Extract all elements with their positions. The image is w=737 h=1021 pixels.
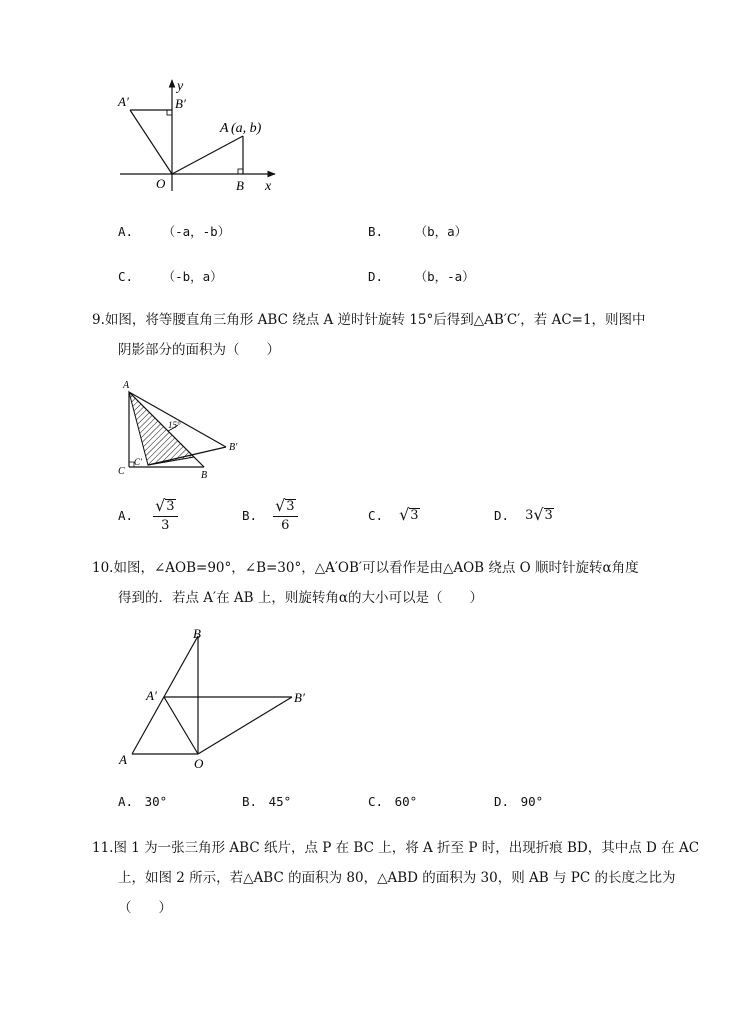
right-angle-mark-B: [238, 169, 243, 174]
denominator: 3: [161, 518, 170, 533]
option-value: 90°: [520, 794, 544, 809]
q9-option-d[interactable]: [494, 507, 554, 523]
q8-option-a[interactable]: [118, 222, 230, 240]
shaded-region: [129, 392, 194, 465]
label-A: A: [119, 752, 127, 767]
option-letter: B.: [242, 794, 258, 809]
q10-rotation-figure: [112, 624, 322, 774]
q9-option-a[interactable]: [118, 498, 178, 533]
q8-coordinate-figure: [110, 76, 290, 198]
label-x: x: [265, 179, 272, 194]
label-B: B: [193, 626, 201, 641]
q9-stem-line1: 9.如图，将等腰直角三角形 ABC 绕点 A 逆时针旋转 15°后得到△AB′C′，若 AC=1，则图中: [92, 312, 646, 328]
sqrt-expression: √ 3: [533, 505, 553, 524]
q10-stem-line2: 得到的．若点 A′在 AB 上，则旋转角α的大小可以是（ ）: [118, 590, 483, 606]
denominator: 6: [281, 518, 290, 533]
label-B-prime: B′: [175, 96, 186, 111]
option-value: 45°: [268, 794, 292, 809]
label-B-prime: B′: [294, 690, 305, 705]
q8-option-c[interactable]: [118, 267, 223, 285]
option-letter: B.: [242, 508, 258, 523]
radicand: 3: [410, 508, 419, 523]
option-letter: C.: [118, 269, 134, 284]
label-C-prime: C′: [134, 457, 142, 467]
option-letter: D.: [368, 269, 384, 284]
q9-rotation-figure: [112, 376, 252, 484]
option-value: 60°: [394, 794, 418, 809]
option-value: 30°: [144, 794, 168, 809]
segment-OA: [172, 136, 243, 174]
coefficient: 3: [525, 507, 534, 523]
q8-option-d[interactable]: [368, 267, 475, 285]
label-coords: (a, b): [231, 121, 262, 136]
label-angle: 15°: [168, 420, 181, 430]
label-B: B: [236, 178, 244, 193]
fraction: √ 3 6: [273, 498, 297, 533]
q11-stem-line2: 上，如图 2 所示，若△ABC 的面积为 80，△ABD 的面积为 30，则 AB 与 PC 的长度之比为: [118, 870, 676, 886]
option-value: （-a，-b）: [162, 224, 231, 239]
fraction: √ 3 3: [153, 498, 177, 533]
q8-option-b[interactable]: [368, 222, 467, 240]
label-O: O: [156, 176, 166, 191]
segment-OB-prime: [198, 697, 292, 754]
label-B-prime: B′: [229, 442, 238, 453]
label-A-prime: A′: [146, 688, 157, 703]
option-letter: A.: [118, 794, 134, 809]
option-letter: C.: [368, 507, 384, 523]
q9-option-c[interactable]: [368, 507, 420, 523]
option-value: （-b，a）: [162, 269, 223, 284]
option-value: （b，a）: [414, 224, 468, 239]
q9-stem-line2: 阴影部分的面积为（ ）: [118, 342, 280, 358]
radicand: 3: [544, 508, 553, 523]
q9-option-b[interactable]: [242, 498, 298, 533]
option-letter: C.: [368, 794, 384, 809]
right-angle-mark-B-prime: [167, 110, 172, 115]
label-y: y: [177, 79, 184, 94]
q11-stem-line3: （ ）: [118, 900, 172, 916]
label-A: A: [220, 121, 229, 136]
label-O: O: [194, 756, 204, 771]
q10-stem-line1: 10.如图，∠AOB=90°，∠B=30°，△A′OB′可以看作是由△AOB 绕点 O 顺时针旋转α角度: [92, 560, 639, 576]
q10-option-d[interactable]: [494, 794, 543, 809]
numerator-radicand: 3: [286, 499, 295, 514]
option-value: （b，-a）: [414, 269, 475, 284]
q10-option-a[interactable]: [118, 794, 167, 809]
option-letter: B.: [368, 224, 384, 239]
numerator-radicand: 3: [166, 499, 175, 514]
sqrt-expression: √ 3: [399, 505, 419, 524]
label-A-prime: A′: [118, 94, 129, 109]
segment-OA-prime: [130, 110, 172, 174]
option-letter: A.: [118, 508, 134, 523]
q11-stem-line1: 11.图 1 为一张三角形 ABC 纸片，点 P 在 BC 上，将 A 折至 P 时，出现折痕 BD，其中点 D 在 AC: [92, 840, 700, 856]
label-A: A: [123, 380, 130, 391]
q10-option-c[interactable]: [368, 794, 417, 809]
q10-option-b[interactable]: [242, 794, 291, 809]
segment-A-prime-O: [164, 697, 198, 754]
option-letter: D.: [494, 794, 510, 809]
label-C: C: [118, 466, 125, 477]
option-letter: D.: [494, 507, 510, 523]
label-B: B: [201, 470, 208, 481]
option-letter: A.: [118, 224, 134, 239]
